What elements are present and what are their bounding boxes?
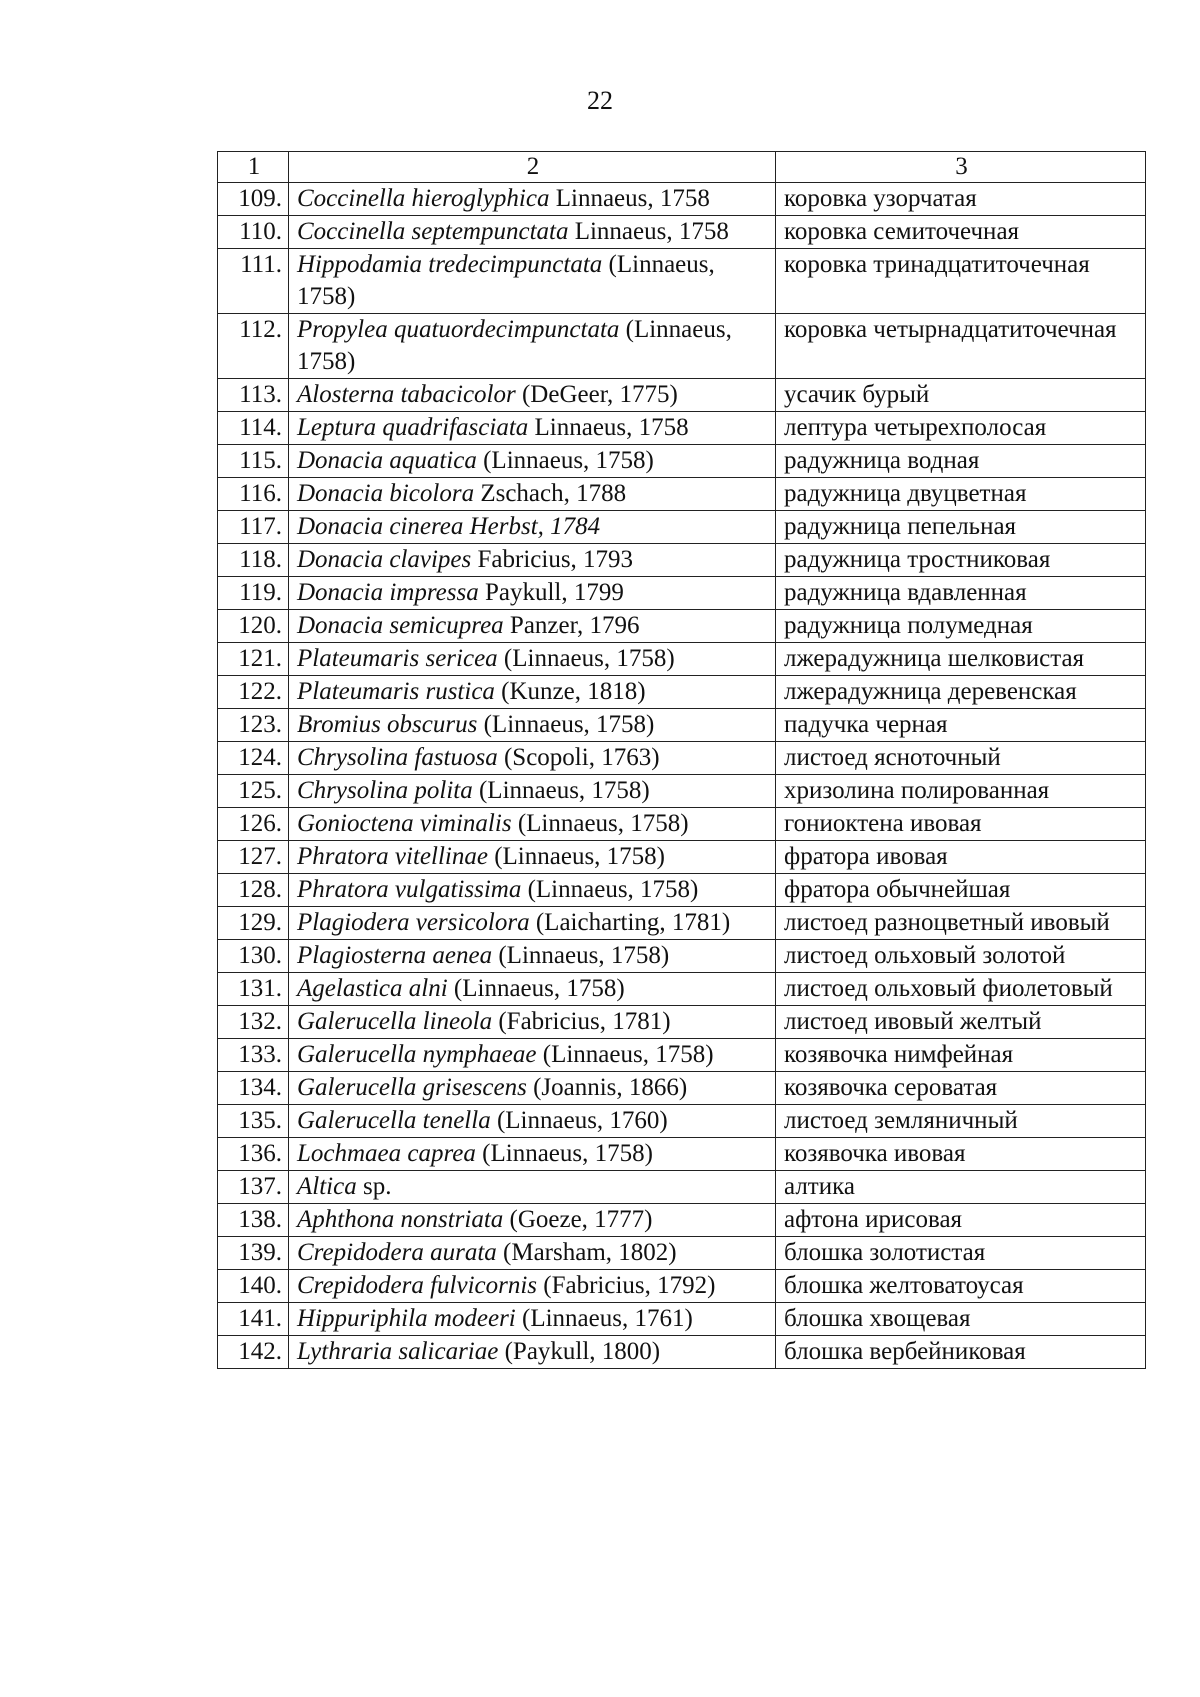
latin-name-cell	[289, 577, 776, 610]
latin-name-cell	[289, 1039, 776, 1072]
row-number: 136.	[218, 1138, 289, 1171]
table-row	[218, 1270, 1146, 1303]
scientific-name: Donacia clavipes	[297, 546, 472, 573]
latin-name-cell	[289, 412, 776, 445]
russian-name: радужница вдавленная	[776, 577, 1146, 610]
row-number: 135.	[218, 1105, 289, 1138]
scientific-name: Donacia semicuprea	[297, 612, 504, 639]
scientific-name: Propylea quatuordecimpunctata	[297, 316, 620, 343]
scientific-name: Chrysolina fastuosa	[297, 744, 498, 771]
russian-name: коровка четырнадцатиточечная	[776, 314, 1146, 379]
row-number: 128.	[218, 874, 289, 907]
russian-name: радужница тростниковая	[776, 544, 1146, 577]
table-row	[218, 973, 1146, 1006]
column-header-latin-name: 2	[289, 152, 776, 183]
latin-name-cell	[289, 907, 776, 940]
row-number: 114.	[218, 412, 289, 445]
latin-name-cell	[289, 1006, 776, 1039]
latin-name-cell	[289, 478, 776, 511]
author-year: (Linnaeus, 1758)	[447, 975, 625, 1002]
scientific-name: Gonioctena viminalis	[297, 810, 512, 837]
scientific-name: Galerucella nymphaeae	[297, 1041, 537, 1068]
russian-name: козявочка сероватая	[776, 1072, 1146, 1105]
scientific-name: Donacia aquatica	[297, 447, 477, 474]
table-row	[218, 1072, 1146, 1105]
scientific-name: Agelastica alni	[297, 975, 448, 1002]
latin-name-cell	[289, 1171, 776, 1204]
page-number: 22	[587, 86, 613, 115]
latin-name-cell	[289, 1072, 776, 1105]
row-number: 113.	[218, 379, 289, 412]
latin-name-cell	[289, 643, 776, 676]
latin-name-cell	[289, 676, 776, 709]
latin-name-cell	[289, 1237, 776, 1270]
table-body	[218, 183, 1146, 1369]
row-number: 111.	[218, 249, 289, 314]
row-number: 119.	[218, 577, 289, 610]
table-row	[218, 940, 1146, 973]
scientific-name: Leptura quadrifasciata	[297, 414, 529, 441]
row-number: 133.	[218, 1039, 289, 1072]
russian-name: радужница водная	[776, 445, 1146, 478]
scientific-name: Galerucella lineola	[297, 1008, 493, 1035]
table-row	[218, 412, 1146, 445]
table-row	[218, 544, 1146, 577]
row-number: 116.	[218, 478, 289, 511]
author-year: (Linnaeus, 1758)	[477, 711, 655, 738]
author-year: (Marsham, 1802)	[496, 1239, 677, 1266]
row-number: 138.	[218, 1204, 289, 1237]
author-year: (Linnaeus, 1761)	[515, 1305, 693, 1332]
russian-name: фратора ивовая	[776, 841, 1146, 874]
author-year: Linnaeus, 1758	[568, 218, 729, 245]
row-number: 117.	[218, 511, 289, 544]
author-year: (Paykull, 1800)	[498, 1338, 661, 1365]
scientific-name: Chrysolina polita	[297, 777, 473, 804]
latin-name-cell	[289, 808, 776, 841]
scientific-name: Hippuriphila modeeri	[297, 1305, 516, 1332]
scientific-name: Aphthona nonstriata	[297, 1206, 504, 1233]
row-number: 139.	[218, 1237, 289, 1270]
row-number: 120.	[218, 610, 289, 643]
author-year: (Kunze, 1818)	[494, 678, 646, 705]
author-year: Linnaeus, 1758	[549, 185, 710, 212]
scientific-name: Plagiodera versicolora	[297, 909, 530, 936]
latin-name-cell	[289, 1303, 776, 1336]
table-row	[218, 511, 1146, 544]
author-year: (Linnaeus, 1758)	[297, 316, 732, 375]
russian-name: листоед ольховый золотой	[776, 940, 1146, 973]
row-number: 140.	[218, 1270, 289, 1303]
scientific-name: Donacia cinerea Herbst, 1784	[297, 513, 601, 540]
latin-name-cell	[289, 511, 776, 544]
table-row	[218, 1006, 1146, 1039]
table-row	[218, 1336, 1146, 1369]
author-year: (Linnaeus, 1758)	[472, 777, 650, 804]
author-year: (Fabricius, 1781)	[492, 1008, 671, 1035]
russian-name: листоед ивовый желтый	[776, 1006, 1146, 1039]
scientific-name: Alosterna tabacicolor	[297, 381, 516, 408]
author-year: sp.	[356, 1173, 392, 1200]
latin-name-cell	[289, 314, 776, 379]
latin-name-cell	[289, 1336, 776, 1369]
russian-name: алтика	[776, 1171, 1146, 1204]
latin-name-cell	[289, 1204, 776, 1237]
scientific-name: Plagiosterna aenea	[297, 942, 493, 969]
latin-name-cell	[289, 874, 776, 907]
row-number: 122.	[218, 676, 289, 709]
russian-name: блошка хвощевая	[776, 1303, 1146, 1336]
row-number: 126.	[218, 808, 289, 841]
russian-name: лжерадужница шелковистая	[776, 643, 1146, 676]
author-year: Linnaeus, 1758	[528, 414, 689, 441]
latin-name-cell	[289, 973, 776, 1006]
russian-name: коровка семиточечная	[776, 216, 1146, 249]
table-row	[218, 874, 1146, 907]
latin-name-cell	[289, 940, 776, 973]
row-number: 134.	[218, 1072, 289, 1105]
scientific-name: Lythraria salicariae	[297, 1338, 499, 1365]
table-row	[218, 1171, 1146, 1204]
scientific-name: Crepidodera aurata	[297, 1239, 497, 1266]
author-year: (Linnaeus, 1758)	[511, 810, 689, 837]
table-row	[218, 1138, 1146, 1171]
table-row	[218, 249, 1146, 314]
table-row	[218, 643, 1146, 676]
russian-name: лжерадужница деревенская	[776, 676, 1146, 709]
latin-name-cell	[289, 775, 776, 808]
russian-name: радужница полумедная	[776, 610, 1146, 643]
scientific-name: Donacia impressa	[297, 579, 479, 606]
author-year: (Linnaeus, 1758)	[487, 843, 665, 870]
russian-name: афтона ирисовая	[776, 1204, 1146, 1237]
scientific-name: Galerucella tenella	[297, 1107, 491, 1134]
latin-name-cell	[289, 379, 776, 412]
russian-name: листоед земляничный	[776, 1105, 1146, 1138]
author-year: (Linnaeus, 1760)	[490, 1107, 668, 1134]
latin-name-cell	[289, 249, 776, 314]
scientific-name: Lochmaea caprea	[297, 1140, 476, 1167]
latin-name-cell	[289, 1138, 776, 1171]
table-row	[218, 379, 1146, 412]
table-row	[218, 314, 1146, 379]
author-year: (Linnaeus, 1758)	[492, 942, 670, 969]
table-row	[218, 1039, 1146, 1072]
row-number: 131.	[218, 973, 289, 1006]
column-header-number: 1	[218, 152, 289, 183]
scientific-name: Hippodamia tredecimpunctata	[297, 251, 603, 278]
table-row	[218, 610, 1146, 643]
author-year: (Scopoli, 1763)	[497, 744, 660, 771]
table-row	[218, 445, 1146, 478]
scientific-name: Donacia bicolora	[297, 480, 475, 507]
table-row	[218, 478, 1146, 511]
row-number: 130.	[218, 940, 289, 973]
table-header-row	[218, 152, 1146, 183]
row-number: 109.	[218, 183, 289, 216]
table-row	[218, 742, 1146, 775]
russian-name: радужница пепельная	[776, 511, 1146, 544]
scientific-name: Bromius obscurus	[297, 711, 478, 738]
russian-name: падучка черная	[776, 709, 1146, 742]
row-number: 118.	[218, 544, 289, 577]
row-number: 141.	[218, 1303, 289, 1336]
russian-name: радужница двуцветная	[776, 478, 1146, 511]
russian-name: лептура четырехполосая	[776, 412, 1146, 445]
russian-name: усачик бурый	[776, 379, 1146, 412]
table-row	[218, 216, 1146, 249]
row-number: 129.	[218, 907, 289, 940]
scientific-name: Coccinella septempunctata	[297, 218, 569, 245]
russian-name: гониоктена ивовая	[776, 808, 1146, 841]
table-row	[218, 709, 1146, 742]
russian-name: коровка узорчатая	[776, 183, 1146, 216]
scientific-name: Plateumaris rustica	[297, 678, 495, 705]
table-row	[218, 808, 1146, 841]
author-year: (DeGeer, 1775)	[515, 381, 678, 408]
latin-name-cell	[289, 1270, 776, 1303]
table-row	[218, 775, 1146, 808]
row-number: 123.	[218, 709, 289, 742]
latin-name-cell	[289, 445, 776, 478]
latin-name-cell	[289, 216, 776, 249]
table-row	[218, 841, 1146, 874]
russian-name: коровка тринадцатиточечная	[776, 249, 1146, 314]
author-year: (Laicharting, 1781)	[529, 909, 731, 936]
row-number: 124.	[218, 742, 289, 775]
latin-name-cell	[289, 709, 776, 742]
row-number: 125.	[218, 775, 289, 808]
russian-name: фратора обычнейшая	[776, 874, 1146, 907]
latin-name-cell	[289, 610, 776, 643]
latin-name-cell	[289, 1105, 776, 1138]
latin-name-cell	[289, 742, 776, 775]
author-year: Paykull, 1799	[478, 579, 624, 606]
russian-name: листоед ольховый фиолетовый	[776, 973, 1146, 1006]
table-row	[218, 577, 1146, 610]
latin-name-cell	[289, 544, 776, 577]
russian-name: хризолина полированная	[776, 775, 1146, 808]
row-number: 112.	[218, 314, 289, 379]
author-year: (Linnaeus, 1758)	[536, 1041, 714, 1068]
row-number: 115.	[218, 445, 289, 478]
russian-name: листоед разноцветный ивовый	[776, 907, 1146, 940]
table-row	[218, 1303, 1146, 1336]
russian-name: блошка золотистая	[776, 1237, 1146, 1270]
table-row	[218, 183, 1146, 216]
table-row	[218, 1105, 1146, 1138]
table-row	[218, 907, 1146, 940]
latin-name-cell	[289, 183, 776, 216]
russian-name: козявочка нимфейная	[776, 1039, 1146, 1072]
author-year: Panzer, 1796	[503, 612, 640, 639]
russian-name: блошка желтоватоусая	[776, 1270, 1146, 1303]
row-number: 132.	[218, 1006, 289, 1039]
scientific-name: Coccinella hieroglyphica	[297, 185, 550, 212]
row-number: 142.	[218, 1336, 289, 1369]
russian-name: козявочка ивовая	[776, 1138, 1146, 1171]
row-number: 121.	[218, 643, 289, 676]
row-number: 137.	[218, 1171, 289, 1204]
column-header-russian-name: 3	[776, 152, 1146, 183]
row-number: 127.	[218, 841, 289, 874]
author-year: (Linnaeus, 1758)	[297, 251, 715, 310]
table-row	[218, 676, 1146, 709]
scientific-name: Plateumaris sericea	[297, 645, 498, 672]
scientific-name: Crepidodera fulvicornis	[297, 1272, 538, 1299]
author-year: (Linnaeus, 1758)	[476, 447, 654, 474]
scientific-name: Phratora vulgatissima	[297, 876, 522, 903]
scientific-name: Altica	[297, 1173, 357, 1200]
table-row	[218, 1204, 1146, 1237]
author-year: Fabricius, 1793	[471, 546, 634, 573]
author-year: Zschach, 1788	[474, 480, 627, 507]
author-year: (Linnaeus, 1758)	[497, 645, 675, 672]
author-year: (Goeze, 1777)	[503, 1206, 653, 1233]
russian-name: листоед ясноточный	[776, 742, 1146, 775]
scientific-name: Galerucella grisescens	[297, 1074, 527, 1101]
author-year: (Fabricius, 1792)	[537, 1272, 716, 1299]
species-table	[217, 151, 1146, 1369]
scientific-name: Phratora vitellinae	[297, 843, 488, 870]
latin-name-cell	[289, 841, 776, 874]
author-year: (Joannis, 1866)	[526, 1074, 688, 1101]
table-row	[218, 1237, 1146, 1270]
russian-name: блошка вербейниковая	[776, 1336, 1146, 1369]
author-year: (Linnaeus, 1758)	[475, 1140, 653, 1167]
author-year: (Linnaeus, 1758)	[521, 876, 699, 903]
row-number: 110.	[218, 216, 289, 249]
